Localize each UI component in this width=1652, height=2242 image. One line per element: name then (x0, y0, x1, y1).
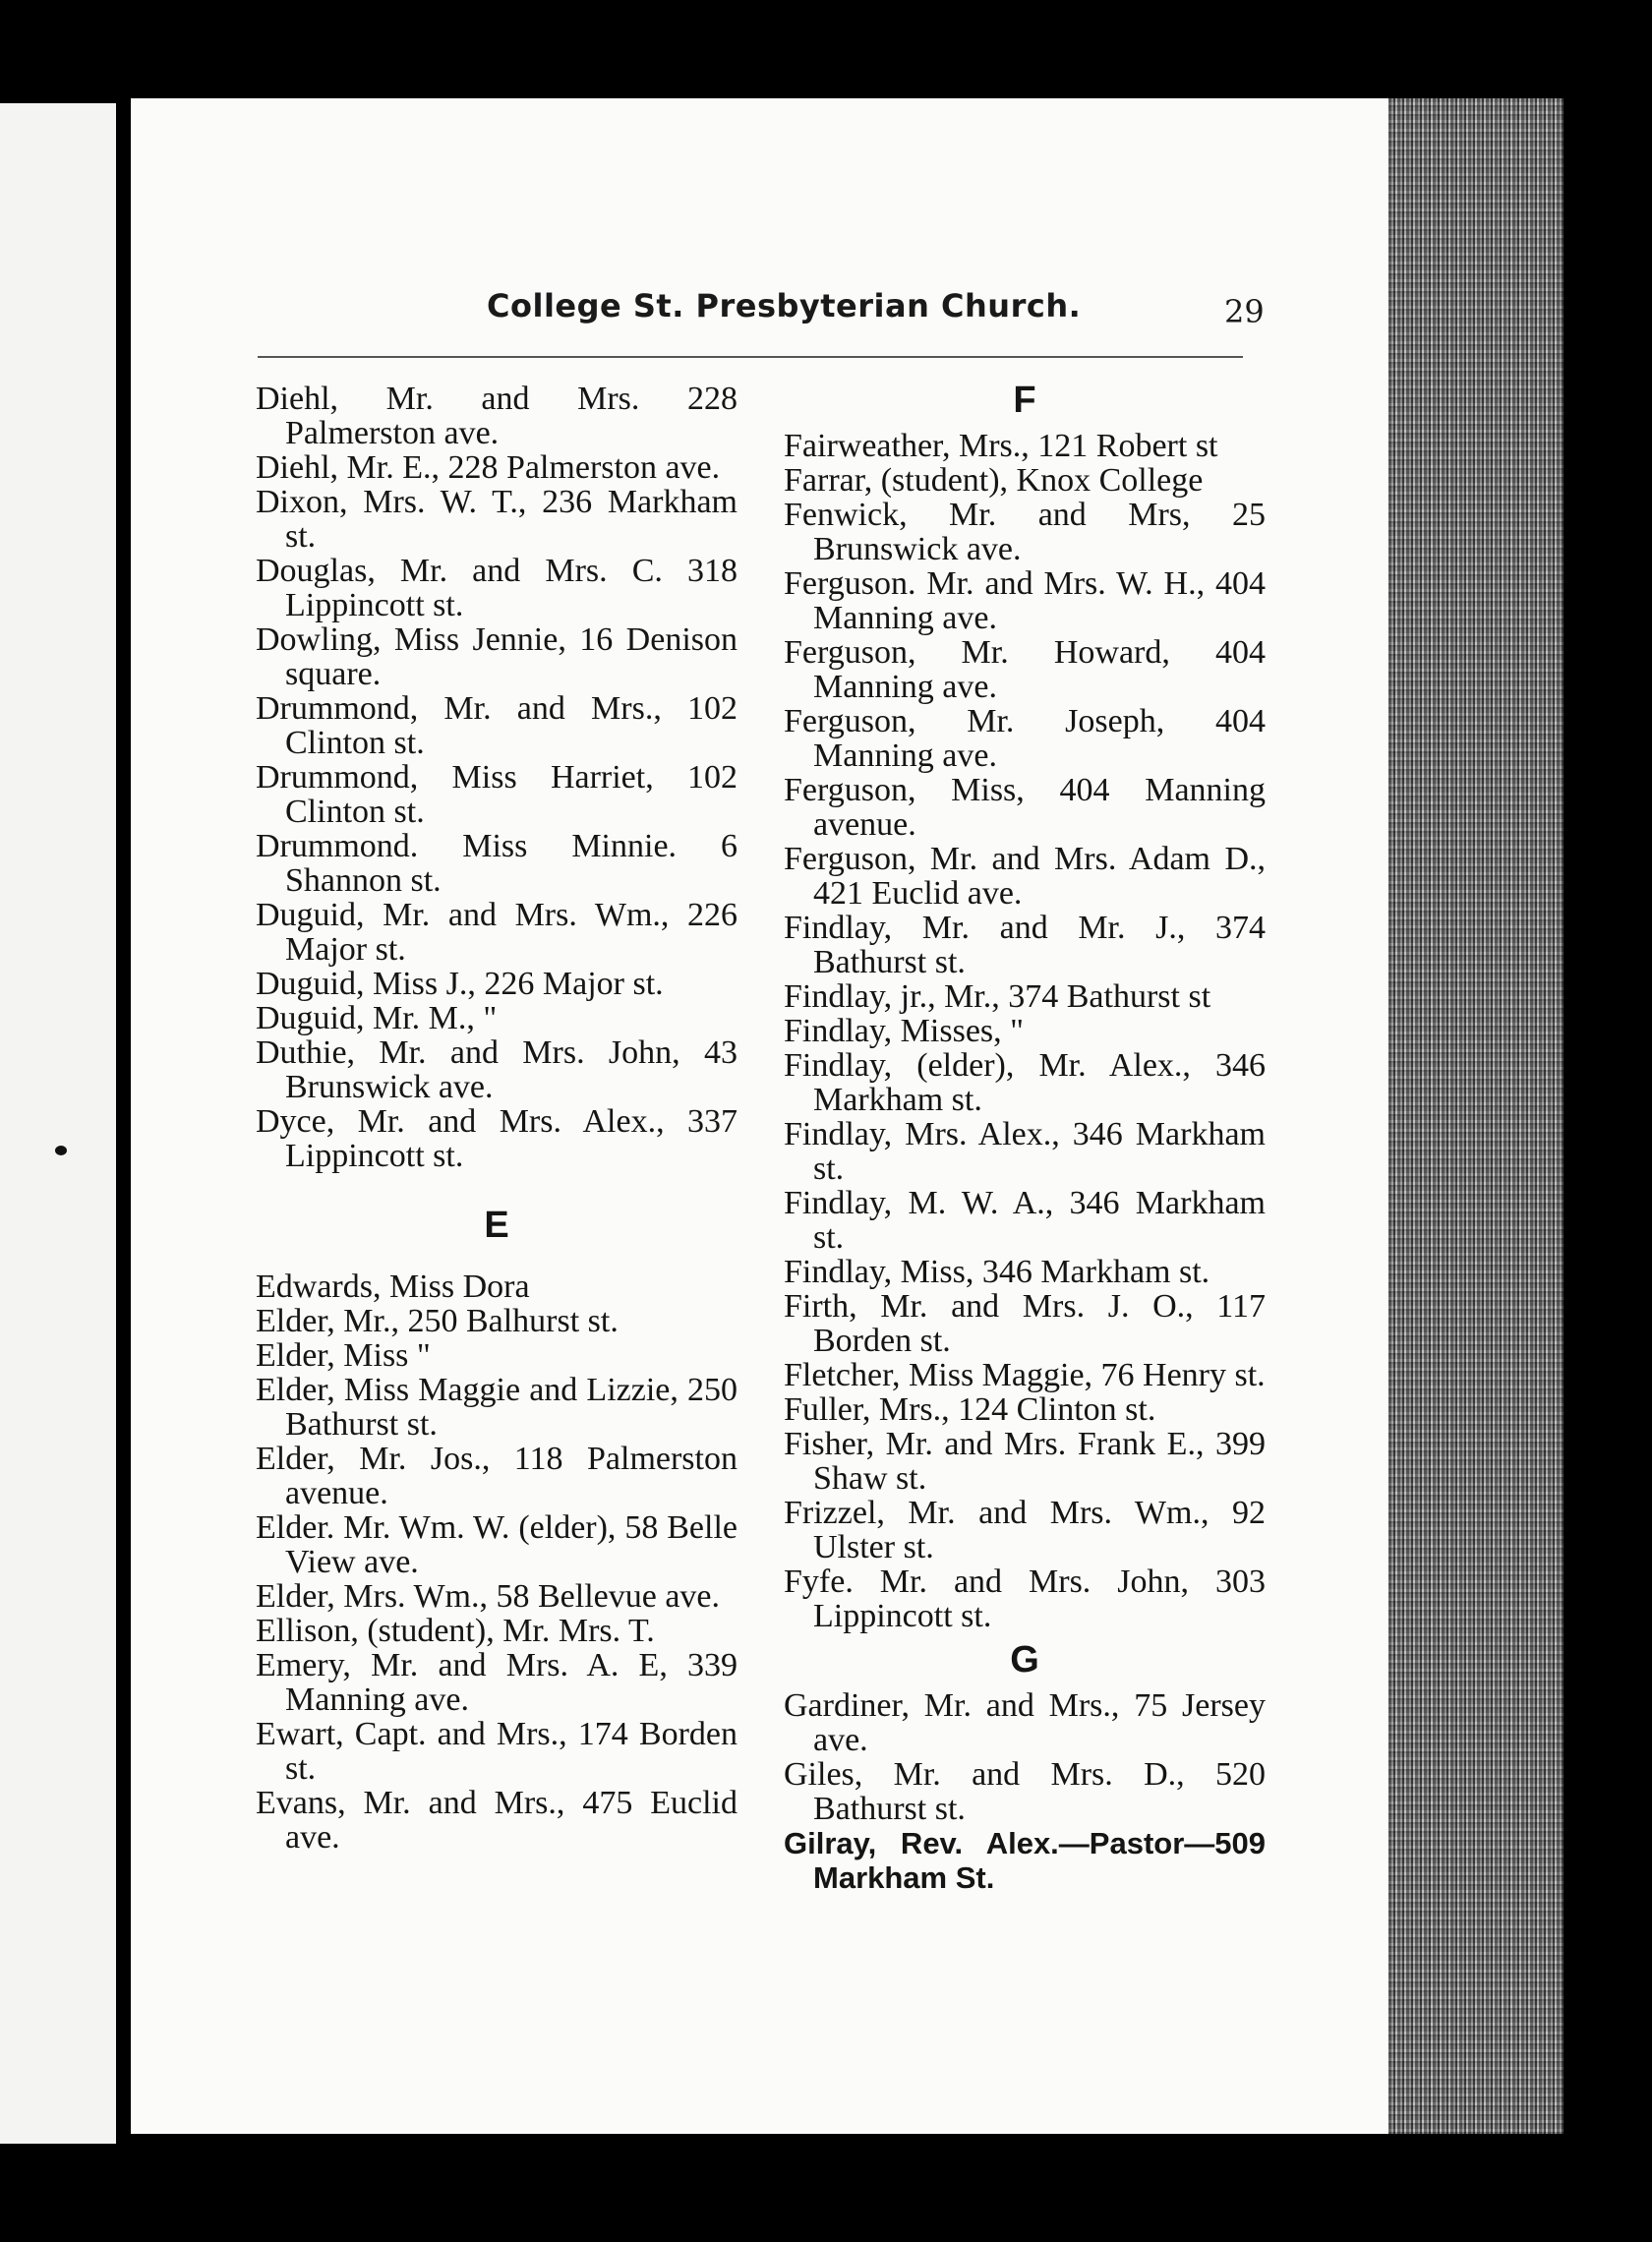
directory-entry: Findlay, Mrs. Alex., 346 Markham st. (784, 1116, 1266, 1187)
book-fore-edge (1388, 98, 1564, 2134)
facing-page-edge (0, 103, 116, 2144)
directory-entry: Findlay, (elder), Mr. Alex., 346 Markham st. (784, 1047, 1266, 1118)
directory-entry: Drummond, Mr. and Mrs., 102 Clinton st. (256, 690, 738, 761)
directory-entry: Ferguson, Mr. Howard, 404 Manning ave. (784, 634, 1266, 705)
directory-entry: Farrar, (student), Knox College (784, 462, 1204, 499)
directory-entry: Fletcher, Miss Maggie, 76 Henry st. (784, 1357, 1266, 1393)
directory-entry: Edwards, Miss Dora (256, 1268, 530, 1305)
page-number: 29 (1224, 293, 1265, 330)
directory-entry: Elder. Mr. Wm. W. (elder), 58 Belle View ave. (256, 1509, 738, 1580)
directory-entry: Ellison, (student), Mr. Mrs. T. (256, 1613, 655, 1649)
directory-entry: Ferguson. Mr. and Mrs. W. H., 404 Manning ave. (784, 565, 1266, 636)
running-head: College St. Presbyterian Church. (487, 287, 1082, 324)
directory-entry: Duguid, Mr. and Mrs. Wm., 226 Major st. (256, 897, 738, 968)
directory-entry: Fairweather, Mrs., 121 Robert st (784, 428, 1218, 464)
directory-entry: Drummond, Miss Harriet, 102 Clinton st. (256, 759, 738, 830)
directory-entry: Gardiner, Mr. and Mrs., 75 Jersey ave. (784, 1687, 1266, 1758)
left-column (256, 382, 738, 1855)
directory-entry: Ferguson, Miss, 404 Manning avenue. (784, 772, 1266, 843)
directory-entry: Ferguson, Mr. Joseph, 404 Manning ave. (784, 703, 1266, 774)
directory-entry: Elder, Miss Maggie and Lizzie, 250 Bathurst st. (256, 1372, 738, 1443)
directory-entry: Duthie, Mr. and Mrs. John, 43 Brunswick ave. (256, 1034, 738, 1105)
directory-entry: Elder, Miss " (256, 1337, 431, 1374)
directory-entry: Fisher, Mr. and Mrs. Frank E., 399 Shaw st. (784, 1426, 1266, 1497)
directory-entry: Dyce, Mr. and Mrs. Alex., 337 Lippincott st. (256, 1103, 738, 1174)
directory-entry: Elder, Mrs. Wm., 58 Bellevue ave. (256, 1578, 720, 1615)
directory-entry: Dixon, Mrs. W. T., 236 Markham st. (256, 484, 738, 555)
section-letter-f: F (1013, 380, 1036, 421)
directory-entry: Duguid, Miss J., 226 Major st. (256, 966, 664, 1002)
directory-entry: Elder, Mr. Jos., 118 Palmerston avenue. (256, 1441, 738, 1511)
directory-entry: Findlay, Miss, 346 Markham st. (784, 1254, 1210, 1290)
directory-entry: Firth, Mr. and Mrs. J. O., 117 Borden st. (784, 1288, 1266, 1359)
ink-mark (55, 1146, 67, 1155)
section-letter-g: G (1010, 1639, 1039, 1681)
directory-entry: Frizzel, Mr. and Mrs. Wm., 92 Ulster st. (784, 1495, 1266, 1565)
section-letter-e: E (484, 1205, 509, 1246)
right-column (784, 382, 1266, 1895)
directory-entry: Fyfe. Mr. and Mrs. John, 303 Lippincott st. (784, 1564, 1266, 1634)
directory-entry: Fenwick, Mr. and Mrs, 25 Brunswick ave. (784, 497, 1266, 567)
directory-entry: Findlay, Misses, " (784, 1013, 1025, 1049)
directory-entry: Diehl, Mr. and Mrs. 228 Palmerston ave. (256, 381, 738, 451)
directory-entry: Findlay, M. W. A., 346 Markham st. (784, 1185, 1266, 1256)
directory-entry: Douglas, Mr. and Mrs. C. 318 Lippincott st. (256, 553, 738, 623)
directory-entry: Evans, Mr. and Mrs., 475 Euclid ave. (256, 1785, 738, 1856)
directory-entry: Giles, Mr. and Mrs. D., 520 Bathurst st. (784, 1756, 1266, 1827)
directory-entry: Findlay, Mr. and Mr. J., 374 Bathurst st. (784, 910, 1266, 980)
directory-entry: Duguid, Mr. M., " (256, 1000, 498, 1036)
header-rule (258, 356, 1243, 358)
directory-entry: Emery, Mr. and Mrs. A. E, 339 Manning ave. (256, 1647, 738, 1718)
directory-entry: Findlay, jr., Mr., 374 Bathurst st (784, 978, 1211, 1015)
directory-entry: Ewart, Capt. and Mrs., 174 Borden st. (256, 1716, 738, 1787)
directory-entry: Drummond. Miss Minnie. 6 Shannon st. (256, 828, 738, 899)
directory-entry: Dowling, Miss Jennie, 16 Denison square. (256, 621, 738, 692)
directory-entry: Fuller, Mrs., 124 Clinton st. (784, 1391, 1156, 1428)
directory-entry: Ferguson, Mr. and Mrs. Adam D., 421 Euclid ave. (784, 841, 1266, 912)
pastor-entry: Gilray, Rev. Alex.—Pastor—509 Markham St. (784, 1826, 1266, 1895)
directory-entry: Elder, Mr., 250 Balhurst st. (256, 1303, 619, 1339)
directory-entry: Diehl, Mr. E., 228 Palmerston ave. (256, 449, 721, 486)
